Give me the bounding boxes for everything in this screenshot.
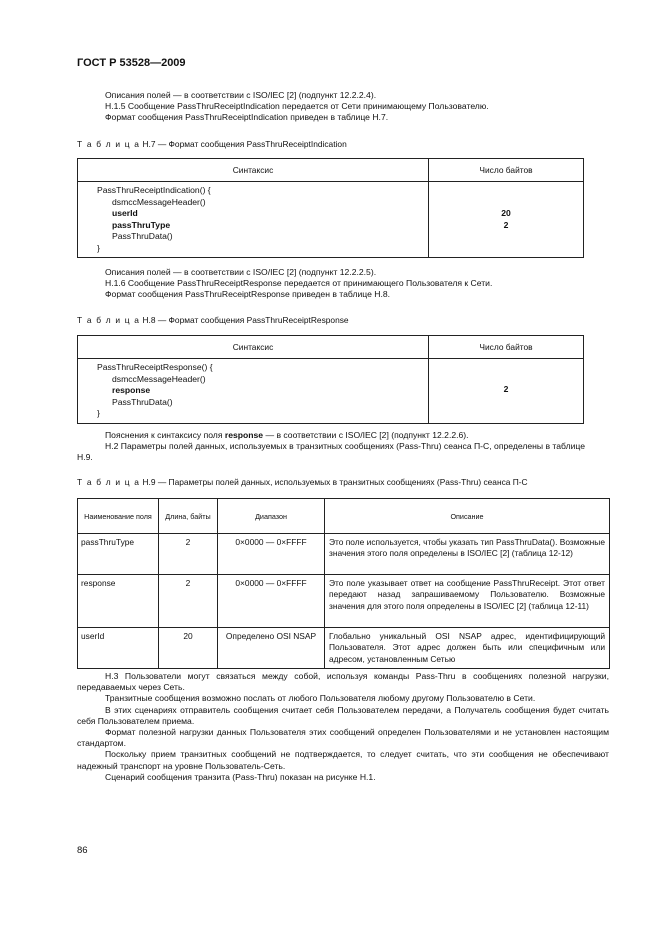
mid-block (77, 267, 585, 301)
t7-code-line: } (97, 242, 100, 253)
intro-line-3: Формат сообщения PassThruReceiptIndication приведен в таблице Н.7. (105, 112, 389, 123)
row-name: userId (78, 628, 159, 669)
table9-caption-text: Н.9 — Параметры полей данных, используемых в транзитных сообщениях (Pass-Thru) сеанса П-С (142, 477, 528, 487)
table8-header-syntax: Синтаксис (78, 336, 429, 359)
row-desc: Глобально уникальный OSI NSAP адрес, идентифицирующий Пользователя. Этот адрес должен быть или специфичным или адресом, установленным Сетью (325, 628, 610, 669)
t8-code-line: PassThruReceiptResponse() { (97, 362, 213, 372)
table-row (78, 628, 610, 669)
row-name: response (78, 575, 159, 628)
closing-paragraph: В этих сценариях отправитель сообщения считает себя Пользователем передачи, а Получатель сообщения будет считать себя Пользователем приема. (77, 704, 609, 726)
row-range: 0×0000 — 0×FFFF (218, 534, 325, 575)
closing-block (77, 671, 609, 783)
explain-block (77, 430, 585, 464)
closing-paragraph: Сценарий сообщения транзита (Pass-Thru) показан на рисунке Н.1. (105, 771, 376, 782)
explain-line (77, 430, 585, 441)
t8-code-line: dsmccMessageHeader() (112, 373, 206, 384)
intro-line-2: Н.1.5 Сообщение PassThruReceiptIndication передается от Сети принимающему Пользователю. (105, 101, 489, 112)
table7-header-bytes: Число байтов (429, 159, 584, 182)
row-desc: Это поле используется, чтобы указать тип PassThruData(). Возможные значения этого поля определены в ISO/IEC [2] (таблица 12-12) (325, 534, 610, 575)
explain-bold: response (224, 430, 264, 440)
t7-bytes-passthrutype: 2 (503, 219, 509, 230)
page-number: 86 (77, 845, 88, 856)
table7-header-syntax: Синтаксис (78, 159, 429, 182)
t8-code-line: PassThruData() (112, 396, 173, 407)
intro-line-1: Описания полей — в соответствии с ISO/IEC [2] (подпункт 12.2.2.4). (105, 90, 377, 100)
row-desc: Это поле указывает ответ на сообщение PassThruReceipt. Этот ответ передают назад запрашиваемому Пользователю. Возможные значения для этого поля определены в ISO/IEC [2] (таблица 12-11) (325, 575, 610, 628)
t8-code-line: response (112, 385, 151, 395)
table7-bytes-cell (429, 182, 584, 258)
mid-line-1: Описания полей — в соответствии с ISO/IEC [2] (подпункт 12.2.2.5). (105, 267, 377, 277)
row-range: 0×0000 — 0×FFFF (218, 575, 325, 628)
t7-code-line: passThruType (112, 219, 171, 230)
table9 (77, 498, 610, 669)
table8-header-bytes: Число байтов (429, 336, 584, 359)
row-name: passThruType (78, 534, 159, 575)
row-length: 2 (159, 534, 218, 575)
t8-code-line: } (97, 408, 100, 418)
table8-caption-prefix: Т а б л и ц а (77, 315, 141, 325)
table9-header-range: Диапазон (218, 499, 325, 534)
table9-header-length: Длина, байты (159, 499, 218, 534)
table7-caption-text: Н.7 — Формат сообщения PassThruReceiptIndication (142, 139, 347, 149)
explain-post: — в соответствии с ISO/IEC [2] (подпункт 12.2.2.6). (265, 430, 469, 440)
table9-caption-prefix: Т а б л и ц а (77, 477, 141, 487)
closing-paragraph: Транзитные сообщения возможно послать от любого Пользователя любому другому Пользователю в Сети. (105, 693, 536, 704)
t7-code-line: dsmccMessageHeader() (112, 196, 206, 207)
row-range: Определено OSI NSAP (218, 628, 325, 669)
table8 (77, 335, 584, 424)
closing-paragraph: Поскольку прием транзитных сообщений не подтверждается, то следует считать, что эти сообщения не обеспечивают надежный транспорт на уровне Пользователь-Сеть. (77, 749, 609, 771)
intro-block (77, 90, 585, 124)
table9-caption (77, 477, 528, 487)
row-length: 2 (159, 575, 218, 628)
section-h2: Н.2 Параметры полей данных, используемых в транзитных сообщениях (Pass-Thru) сеанса П-С, определены в таблице Н.9. (77, 441, 585, 463)
table9-header-name: Наименование поля (78, 499, 159, 534)
t8-bytes-response: 2 (503, 384, 509, 394)
table7-syntax-cell (78, 182, 429, 258)
t7-code-line: PassThruData() (112, 231, 173, 241)
explain-pre: Пояснения к синтаксису поля (105, 430, 223, 440)
t7-code-line: userId (112, 208, 138, 218)
table-row (78, 575, 610, 628)
table7-caption (77, 139, 347, 149)
closing-paragraph: Формат полезной нагрузки данных Пользователя этих сообщений определен Пользователями и не установлен настоящим стандартом. (77, 727, 609, 749)
table7-caption-prefix: Т а б л и ц а (77, 139, 141, 149)
row-length: 20 (159, 628, 218, 669)
table8-caption-text: Н.8 — Формат сообщения PassThruReceiptResponse (142, 315, 349, 325)
t7-code-line: PassThruReceiptIndication() { (97, 185, 211, 195)
document-header: ГОСТ Р 53528—2009 (77, 57, 186, 69)
table8-syntax-cell (78, 359, 429, 424)
table9-header-desc: Описание (325, 499, 610, 534)
t7-bytes-userid: 20 (501, 208, 511, 218)
table8-caption (77, 315, 349, 325)
mid-line-2: Н.1.6 Сообщение PassThruReceiptResponse передается от принимающего Пользователя к Сети. (105, 278, 493, 289)
table8-bytes-cell (429, 359, 584, 424)
table7 (77, 158, 584, 258)
mid-line-3: Формат сообщения PassThruReceiptResponse приведен в таблице Н.8. (105, 289, 391, 300)
section-h3: Н.3 Пользователи могут связаться между собой, используя команды Pass-Thru в сообщениях полезной нагрузки, передаваемых через Сеть. (77, 671, 609, 693)
table-row (78, 534, 610, 575)
